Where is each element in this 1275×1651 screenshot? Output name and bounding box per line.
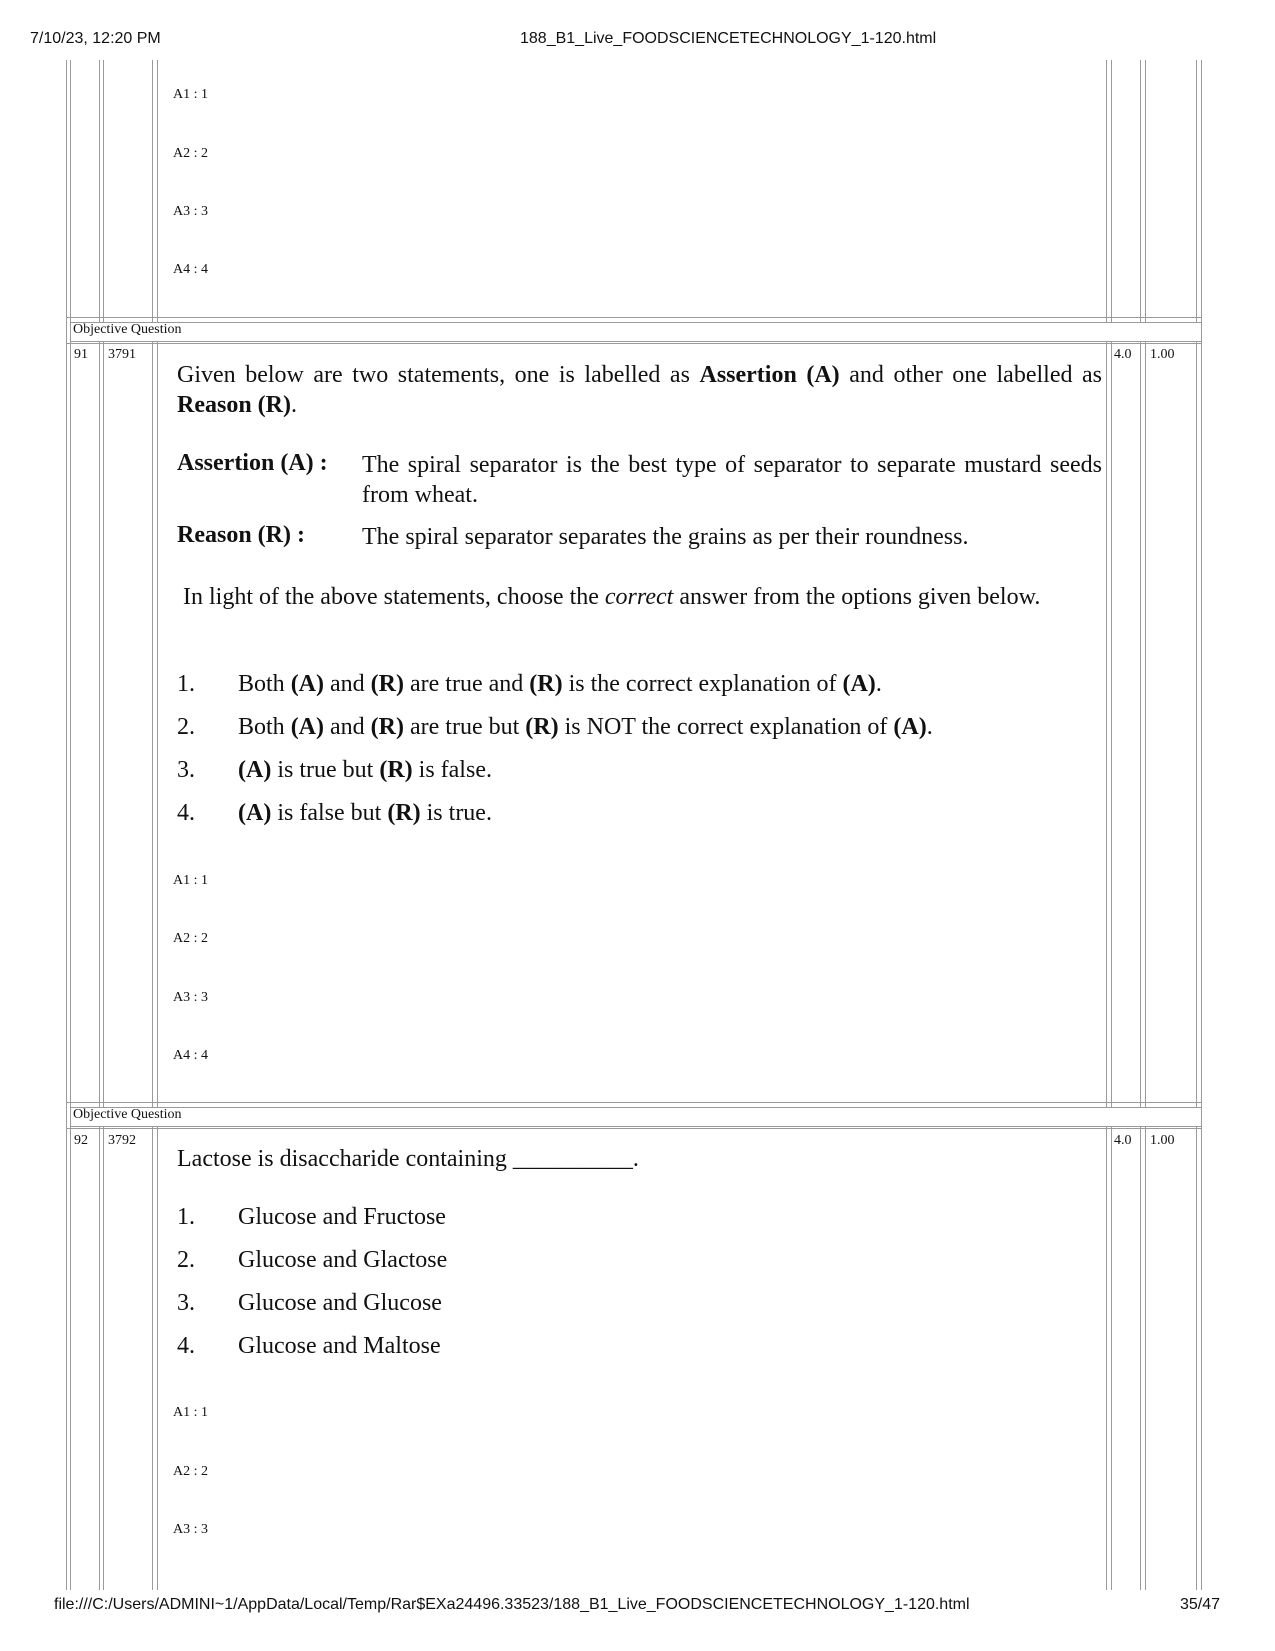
question-type-label: Objective Question xyxy=(73,322,182,337)
answer-key: A3 : 3 xyxy=(173,990,208,1005)
option-number: 4. xyxy=(177,1333,195,1359)
question-marks: 4.0 xyxy=(1114,347,1132,362)
grid-line xyxy=(1111,60,1112,1590)
assertion-label: Assertion (A) : xyxy=(177,450,328,476)
reason-text: The spiral separator separates the grains as per their roundness. xyxy=(362,524,969,550)
print-filename: 188_B1_Live_FOODSCIENCETECHNOLOGY_1-120.html xyxy=(520,30,937,47)
answer-key: A1 : 1 xyxy=(173,87,208,102)
option-4: (A) is false but (R) is true. xyxy=(238,800,492,826)
grid-line xyxy=(157,60,158,1590)
option-number: 4. xyxy=(177,800,195,826)
option-3: (A) is true but (R) is false. xyxy=(238,757,492,783)
grid-line xyxy=(1106,60,1107,1590)
print-datetime: 7/10/23, 12:20 PM xyxy=(30,30,161,47)
option-2: Both (A) and (R) are true but (R) is NOT the correct explanation of (A). xyxy=(238,714,933,740)
grid-line xyxy=(66,60,67,1590)
question-type-cell xyxy=(70,322,1202,342)
question-type-cell xyxy=(70,1107,1202,1127)
answer-key: A2 : 2 xyxy=(173,1464,208,1479)
answer-key: A1 : 1 xyxy=(173,873,208,888)
question-serial: 91 xyxy=(74,347,88,362)
option-4: Glucose and Maltose xyxy=(238,1333,441,1359)
grid-line xyxy=(66,343,1202,344)
question-negative-marks: 1.00 xyxy=(1150,347,1175,362)
answer-key: A4 : 4 xyxy=(173,1048,208,1063)
grid-line xyxy=(1140,60,1141,1590)
option-number: 1. xyxy=(177,671,195,697)
grid-line xyxy=(1145,60,1146,1590)
question-intro: Given below are two statements, one is labelled as Assertion (A) and other one labelled as Reason (R). xyxy=(177,362,1103,418)
option-number: 1. xyxy=(177,1204,195,1230)
page-number: 35/47 xyxy=(1180,1596,1221,1613)
question-negative-marks: 1.00 xyxy=(1150,1133,1175,1148)
grid-line xyxy=(70,60,71,1590)
option-1: Both (A) and (R) are true and (R) is the correct explanation of (A). xyxy=(238,671,882,697)
answer-key: A3 : 3 xyxy=(173,1522,208,1537)
grid-line xyxy=(66,1128,1202,1129)
grid-line xyxy=(152,60,153,1590)
question-type-label: Objective Question xyxy=(73,1107,182,1122)
option-number: 3. xyxy=(177,757,195,783)
grid-line xyxy=(1196,60,1197,1590)
option-number: 3. xyxy=(177,1290,195,1316)
grid-line xyxy=(66,1102,1202,1103)
option-number: 2. xyxy=(177,1247,195,1273)
grid-line xyxy=(103,60,104,1590)
question-id: 3792 xyxy=(108,1133,136,1148)
question-marks: 4.0 xyxy=(1114,1133,1132,1148)
question-id: 3791 xyxy=(108,347,136,362)
option-1: Glucose and Fructose xyxy=(238,1204,446,1230)
option-3: Glucose and Glucose xyxy=(238,1290,442,1316)
assertion-text: The spiral separator is the best type of separator to separate mustard seeds from wheat. xyxy=(362,452,1102,508)
print-file-path: file:///C:/Users/ADMINI~1/AppData/Local/Temp/Rar$EXa24496.33523/188_B1_Live_FOODSCIENCETECHNOLOGY_1-120.html xyxy=(54,1596,970,1613)
option-number: 2. xyxy=(177,714,195,740)
answer-key: A4 : 4 xyxy=(173,262,208,277)
reason-label: Reason (R) : xyxy=(177,522,305,548)
question-serial: 92 xyxy=(74,1133,88,1148)
answer-key: A1 : 1 xyxy=(173,1405,208,1420)
option-2: Glucose and Glactose xyxy=(238,1247,448,1273)
question-text: Lactose is disaccharide containing __________. xyxy=(177,1146,639,1172)
grid-line xyxy=(1201,60,1202,1590)
answer-key: A2 : 2 xyxy=(173,146,208,161)
instruction-text: In light of the above statements, choose the correct answer from the options given below. xyxy=(183,584,1041,610)
grid-line xyxy=(99,60,100,1590)
answer-key: A2 : 2 xyxy=(173,931,208,946)
answer-key: A3 : 3 xyxy=(173,204,208,219)
grid-line xyxy=(66,317,1202,318)
